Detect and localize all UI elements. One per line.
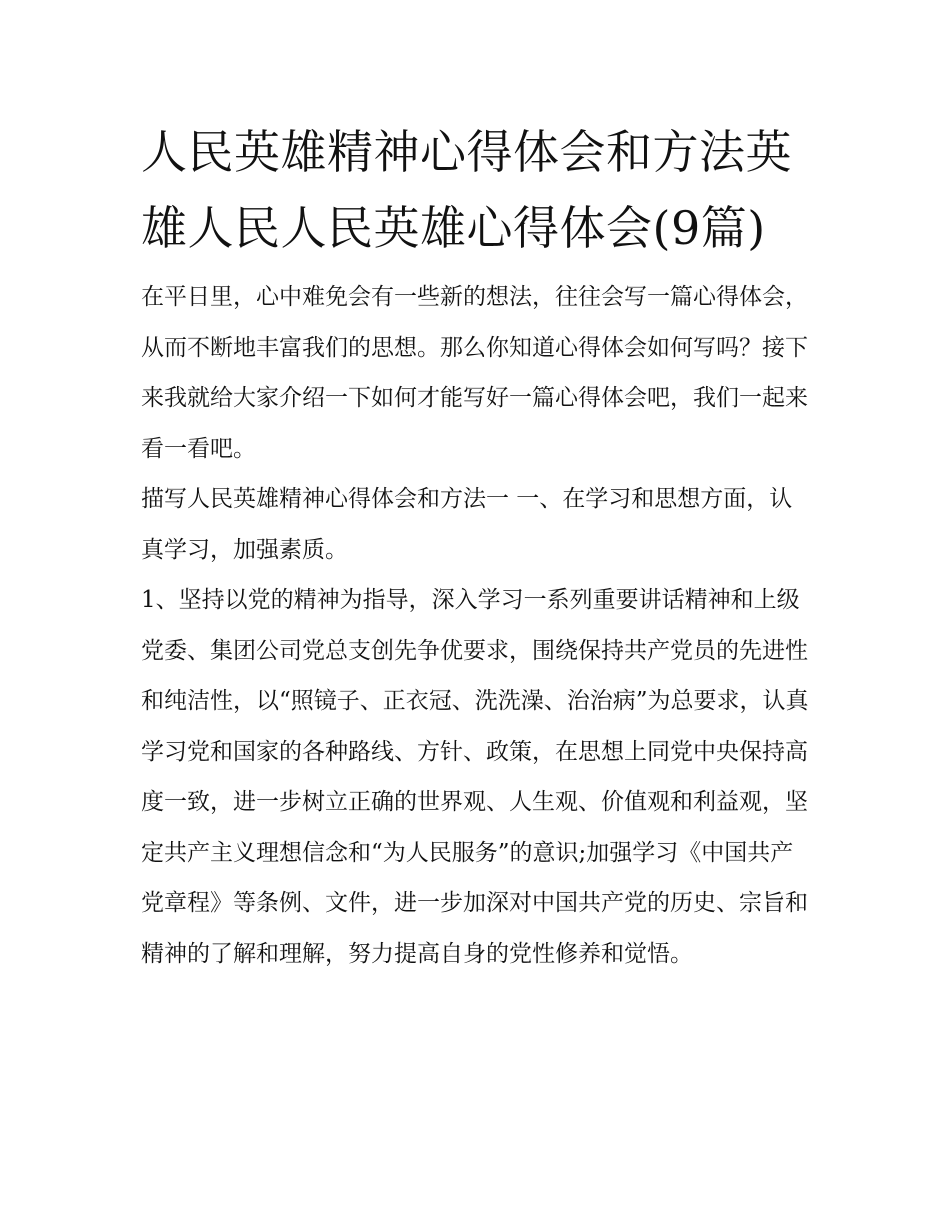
point-one-paragraph: 1、坚持以党的精神为指导，深入学习一系列重要讲话精神和上级党委、集团公司党总支创先争优要求，围绕保持共产党员的先进性和纯洁性，以“照镜子、正衣冠、洗洗澡、治治病”为总要求，认真学习党和国家的各种路线、方针、政策，在思想上同党中央保持高度一致，进一步树立正确的世界观、人生观、价值观和利益观，坚定共产主义理想信念和“为人民服务”的意识;加强学习《中国共产党章程》等条例、文件，进一步加深对中国共产党的历史、宗旨和精神的了解和理解，努力提高自身的党性修养和觉悟。 [141, 587, 809, 967]
section-heading-paragraph: 描写人民英雄精神心得体会和方法一 一、在学习和思想方面，认真学习，加强素质。 [141, 486, 793, 563]
document-body [141, 114, 813, 979]
document-title: 人民英雄精神心得体会和方法英雄人民人民英雄心得体会(9篇) [141, 125, 792, 255]
intro-paragraph: 在平日里，心中难免会有一些新的想法，往往会写一篇心得体会，从而不断地丰富我们的思想。那么你知道心得体会如何写吗？接下来我就给大家介绍一下如何才能写好一篇心得体会吧，我们一起来看一看吧。 [141, 284, 808, 462]
